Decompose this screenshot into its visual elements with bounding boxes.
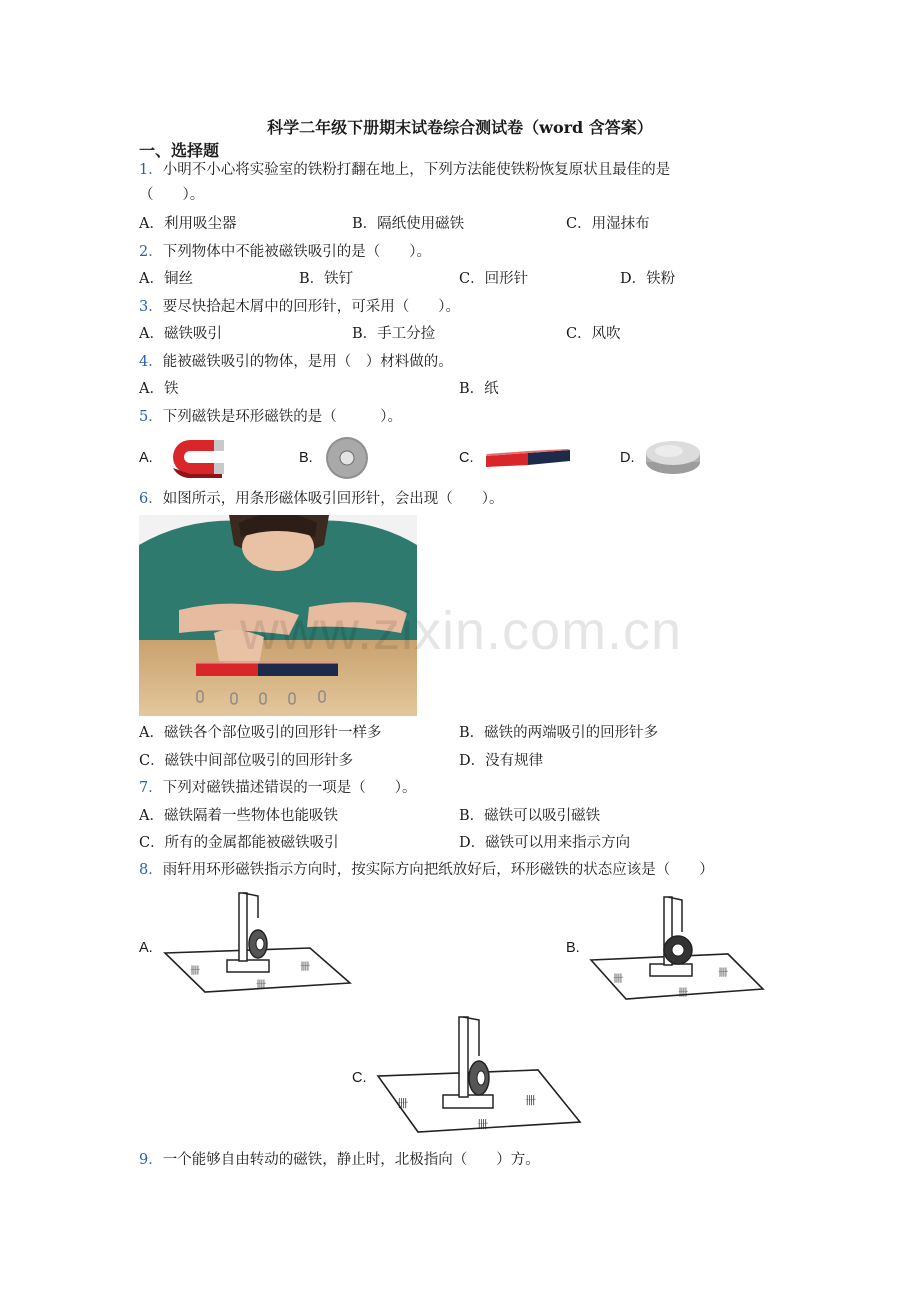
svg-text:卌: 卌 [613,974,623,985]
option-c-label: C. [352,1070,367,1086]
option-b-label: B. [566,940,580,956]
watermark: www.zixin.com.cn [240,601,683,661]
question-number: 9． [139,1152,163,1168]
option-c: C．用湿抹布 [566,216,650,232]
question-6 [139,488,503,510]
option-b-label: B. [299,450,313,466]
question-number: 4． [139,354,163,370]
question-1 [139,159,670,181]
question-4 [139,351,453,373]
option-d-label: D. [620,450,635,466]
page-title: 科学二年级下册期末试卷综合测试卷（word 含答案） [267,118,653,137]
option-b: B．磁铁可以吸引磁铁 [459,808,601,824]
svg-text:卌: 卌 [256,980,266,991]
ring-magnet-stand-diagram-b [588,892,768,1002]
question-number: 5． [139,409,163,425]
horseshoe-magnet-image [160,434,228,480]
option-b: B．铁钉 [299,271,354,287]
question-3 [139,296,460,318]
section-heading: 一、选择题 [139,141,220,160]
question-number: 1． [139,162,163,178]
option-b: B．隔纸使用磁铁 [352,216,465,232]
question-number: 6． [139,491,163,507]
option-a: A．磁铁各个部位吸引的回形针一样多 [139,725,382,741]
option-a: A．磁铁吸引 [139,326,222,342]
option-d: D．磁铁可以用来指示方向 [459,835,631,851]
question-number: 2． [139,244,163,260]
question-text: 如图所示，用条形磁体吸引回形针，会出现（ ）。 [162,491,504,507]
question-text: 下列物体中不能被磁铁吸引的是（ ）。 [162,244,431,260]
disc-magnet-image [645,437,703,477]
option-c: C．风吹 [566,326,621,342]
question-text: 小明不小心将实验室的铁粉打翻在地上，下列方法能使铁粉恢复原状且最佳的是 [162,162,671,178]
option-a: A．铜丝 [139,271,193,287]
question-1-blank: （ ）。 [139,187,205,203]
question-text: 一个能够自由转动的磁铁，静止时，北极指向（ ）方。 [162,1152,540,1168]
option-d: D．没有规律 [459,753,544,769]
question-number: 8． [139,862,163,878]
question-text: 能被磁铁吸引的物体，是用（ ）材料做的。 [162,354,453,370]
bar-magnet-image [484,448,574,470]
option-a-label: A. [139,450,153,466]
question-number: 7． [139,780,163,796]
svg-text:卌: 卌 [397,1097,408,1110]
option-d: D．铁粉 [620,271,676,287]
svg-text:卌: 卌 [477,1118,488,1131]
option-a: A．磁铁隔着一些物体也能吸铁 [139,808,338,824]
option-c: C．磁铁中间部位吸引的回形针多 [139,753,354,769]
option-b: B．手工分捡 [352,326,436,342]
svg-text:卌: 卌 [300,962,310,973]
question-text: 雨轩用环形磁铁指示方向时，按实际方向把纸放好后，环形磁铁的状态应该是（ ） [162,862,714,878]
svg-text:卌: 卌 [190,966,200,977]
option-c: C．所有的金属都能被磁铁吸引 [139,835,339,851]
question-8 [139,859,714,881]
option-a-label: A. [139,940,153,956]
option-a: A．利用吸尘器 [139,216,237,232]
question-7 [139,777,416,799]
option-c-label: C. [459,450,474,466]
svg-text:卌: 卌 [525,1094,536,1107]
option-b: B．纸 [459,381,499,397]
ring-magnet-stand-diagram-c [373,1012,585,1140]
option-b: B．磁铁的两端吸引的回形针多 [459,725,659,741]
question-text: 下列对磁铁描述错误的一项是（ ）。 [162,780,417,796]
svg-text:卌: 卌 [678,988,688,999]
question-text: 要尽快拾起木屑中的回形针，可采用（ ）。 [162,299,460,315]
option-a: A．铁 [139,381,179,397]
option-c: C．回形针 [459,271,529,287]
svg-text:卌: 卌 [718,968,728,979]
question-text: 下列磁铁是环形磁铁的是（ ）。 [162,409,402,425]
question-number: 3． [139,299,163,315]
question-5 [139,406,402,428]
question-9 [139,1149,540,1171]
ring-magnet-stand-diagram-a [160,888,355,998]
question-2 [139,241,431,263]
ring-magnet-image [324,436,372,482]
